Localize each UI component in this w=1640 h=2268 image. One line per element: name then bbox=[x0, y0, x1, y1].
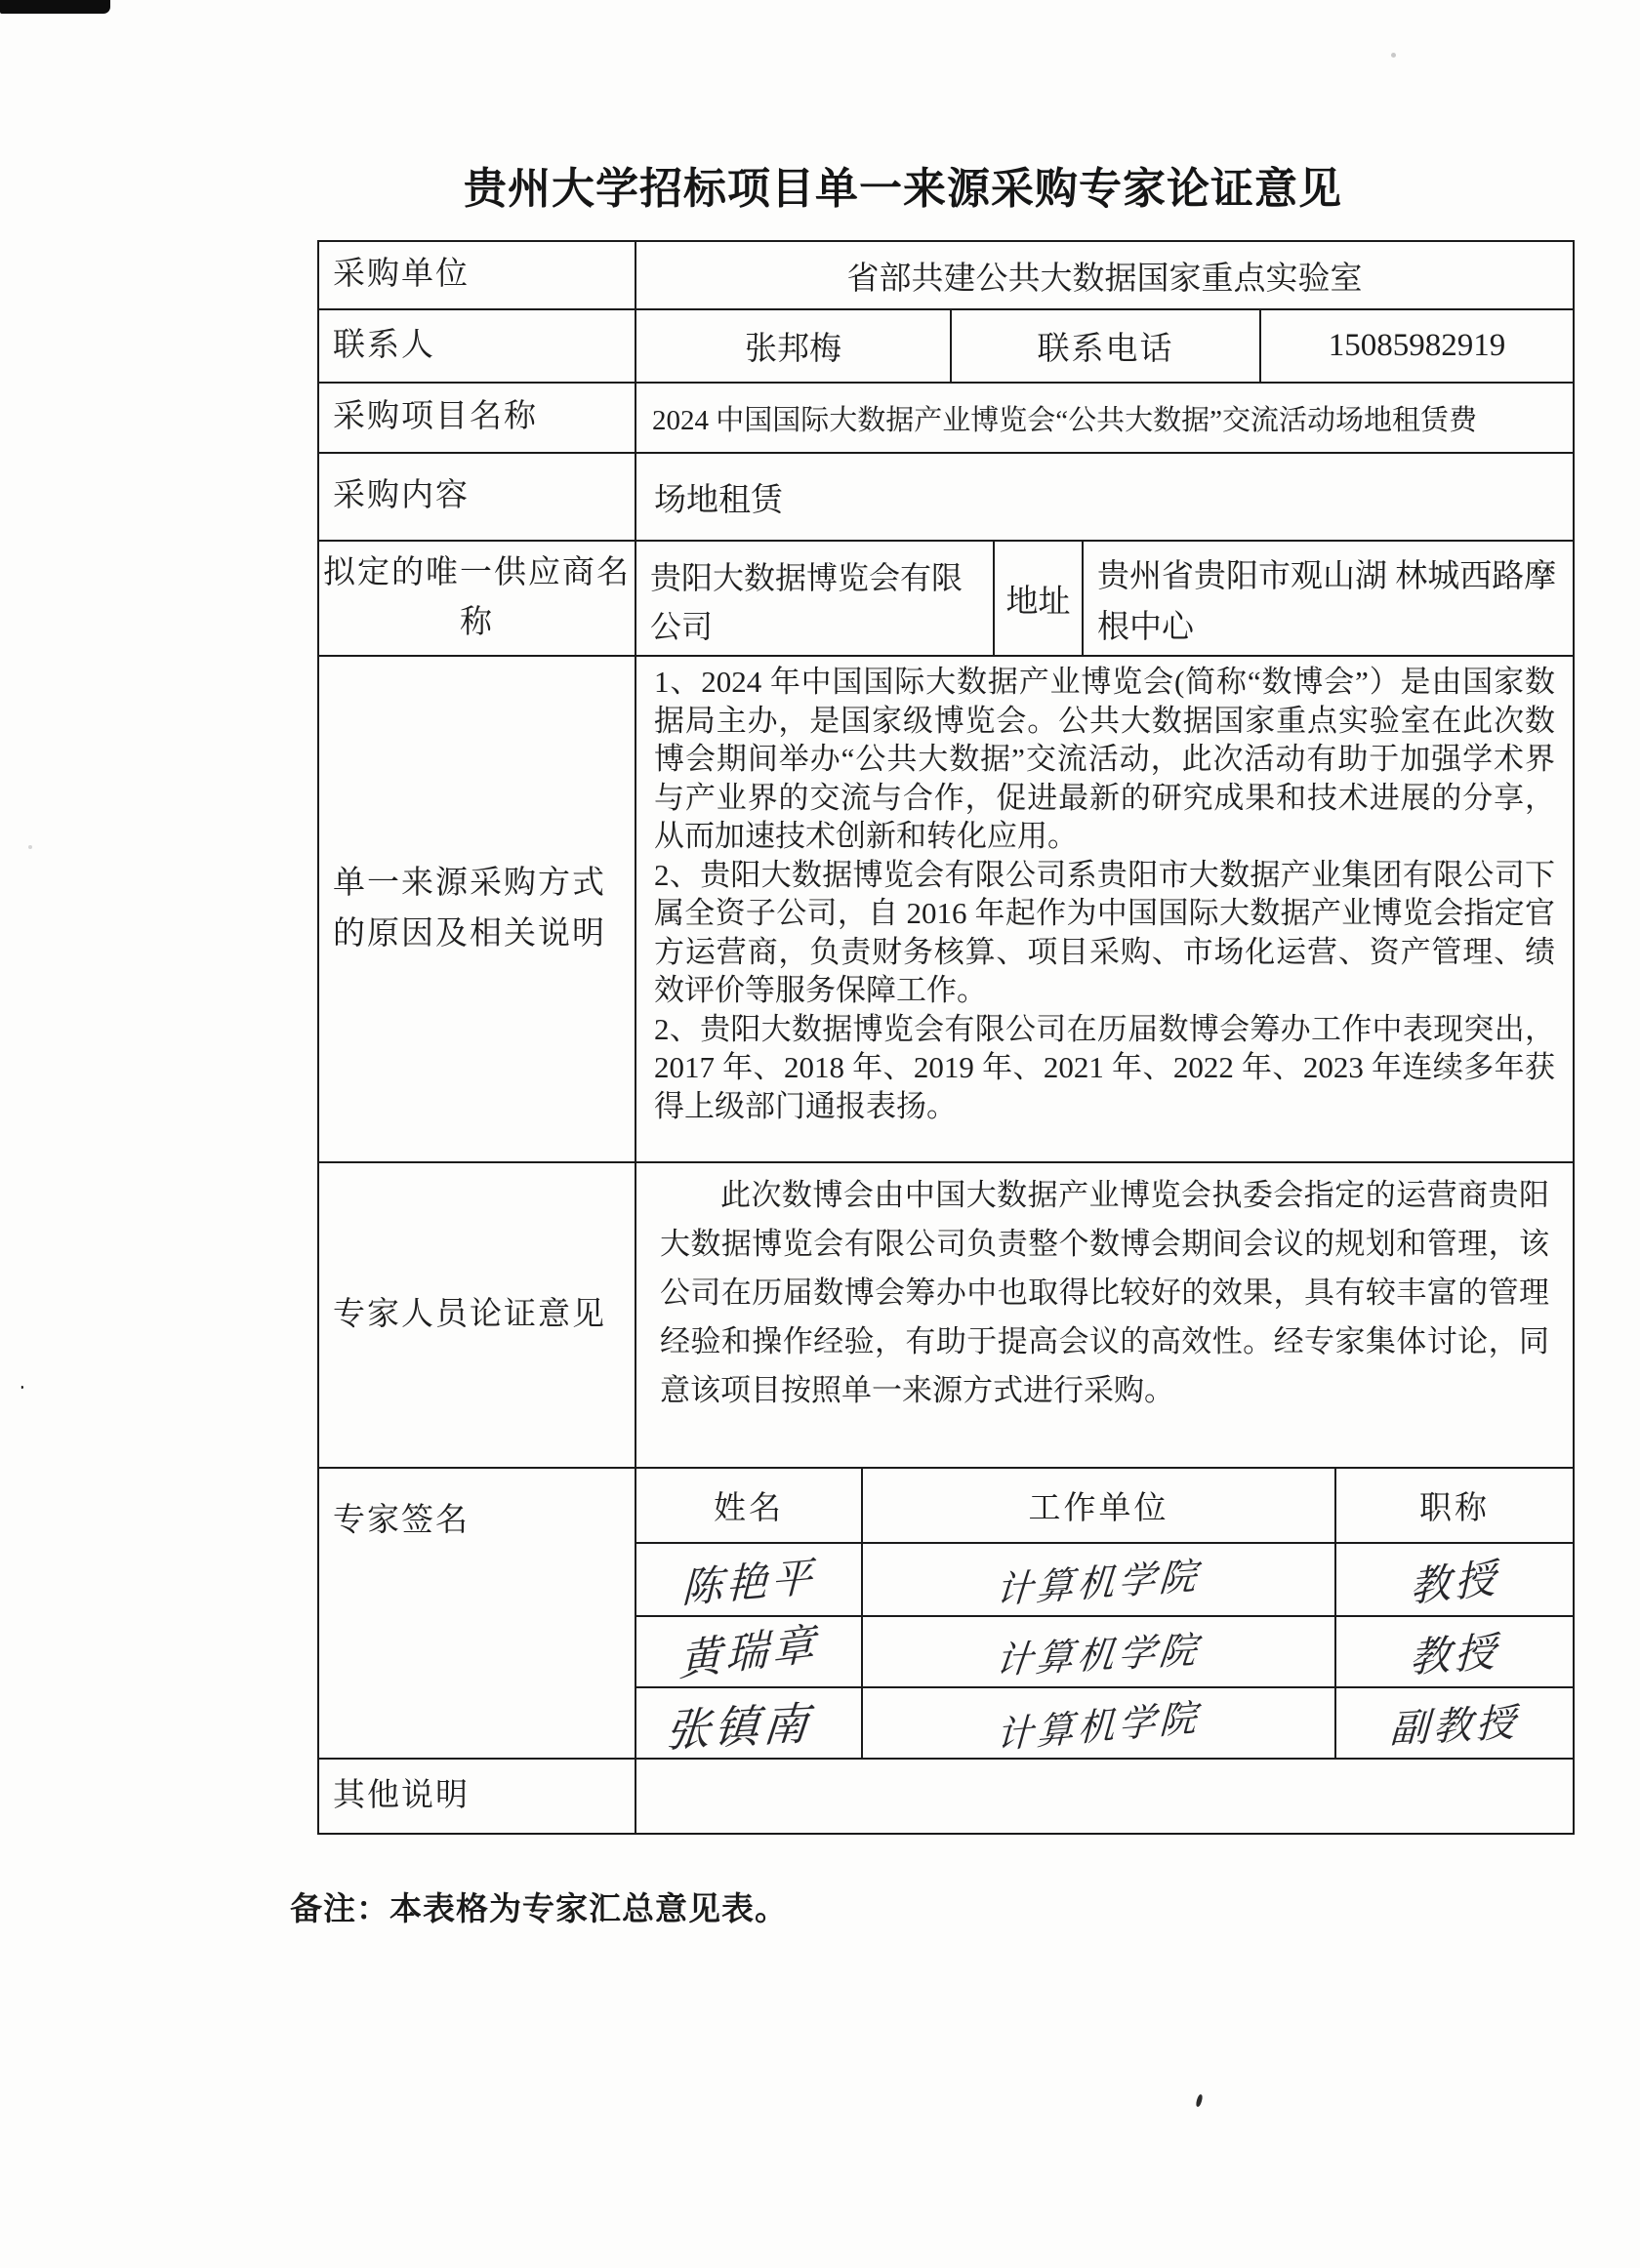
content-label: 采购内容 bbox=[319, 454, 636, 540]
signature-header-name: 姓名 bbox=[636, 1469, 863, 1542]
reason-paragraph: 2、贵阳大数据博览会有限公司在历届数博会筹办工作中表现突出，2017 年、2018 年、2019 年、2021 年、2022 年、2023 年连续多年获得上级部门通报表扬。 bbox=[654, 1011, 1555, 1123]
handwriting: 陈艳平 bbox=[680, 1552, 817, 1612]
supplier-value: 贵阳大数据博览会有限公司 bbox=[636, 542, 995, 655]
supplier-address-label: 地址 bbox=[995, 542, 1084, 655]
handwriting: 副教授 bbox=[1389, 1700, 1520, 1753]
reason-paragraph: 2、贵阳大数据博览会有限公司系贵阳市大数据产业集团有限公司下属全资子公司，自 2016 年起作为中国国际大数据产业博览会指定官方运营商，负责财务核算、项目采购、市场化运营、资产管理、绩效评价等服务保障工作。 bbox=[654, 857, 1555, 1007]
signatures-label: 专家签名 bbox=[319, 1469, 636, 1758]
reason-paragraph: 1、2024 年中国国际大数据产业博览会(简称“数博会”）是由国家数据局主办，是国家级博览会。公共大数据国家重点实验室在此次数博会期间举办“公共大数据”交流活动，此次活动有助于加强学术界与产业界的交流与合作，促进最新的研究成果和技术进展的分享，从而加速技术创新和转化应用。 bbox=[654, 665, 1555, 853]
table-row-content bbox=[319, 454, 1573, 542]
table-row-opinion bbox=[319, 1163, 1573, 1469]
table-row-signatures bbox=[319, 1469, 1573, 1760]
opinion-text-cell bbox=[636, 1163, 1573, 1467]
contact-label: 联系人 bbox=[319, 310, 636, 382]
scan-corner-artifact bbox=[0, 0, 110, 14]
scan-speck bbox=[1391, 53, 1396, 58]
handwriting: 计算机学院 bbox=[995, 1695, 1202, 1758]
signatures-header-row bbox=[636, 1469, 1573, 1544]
signature-row bbox=[636, 1617, 1573, 1688]
signature-row bbox=[636, 1544, 1573, 1617]
ink-mark-artifact bbox=[1195, 2094, 1203, 2108]
handwriting: 黄瑞章 bbox=[678, 1618, 819, 1686]
reason-text bbox=[636, 657, 1573, 1161]
table-row-supplier bbox=[319, 542, 1573, 657]
project-name-label: 采购项目名称 bbox=[319, 384, 636, 452]
scan-speck bbox=[28, 845, 32, 849]
contact-phone-value: 15085982919 bbox=[1328, 328, 1506, 363]
signature-header-unit: 工作单位 bbox=[863, 1469, 1336, 1542]
handwriting: 计算机学院 bbox=[994, 1554, 1203, 1612]
signature-unit-handwritten bbox=[863, 1688, 1336, 1758]
signatures-grid bbox=[636, 1469, 1573, 1758]
table-row-project-name bbox=[319, 384, 1573, 454]
signature-title-handwritten bbox=[1336, 1544, 1573, 1615]
contact-name-value: 张邦梅 bbox=[636, 310, 952, 382]
signature-title-handwritten bbox=[1336, 1688, 1573, 1758]
table-row-purchasing-unit bbox=[319, 242, 1573, 310]
other-label: 其他说明 bbox=[319, 1760, 636, 1833]
content-value: 场地租赁 bbox=[654, 482, 783, 518]
supplier-address-value: 贵州省贵阳市观山湖 林城西路摩根中心 bbox=[1097, 559, 1557, 645]
table-row-contact bbox=[319, 310, 1573, 384]
purchasing-unit-value: 省部共建公共大数据国家重点实验室 bbox=[846, 261, 1363, 297]
signature-name-handwritten bbox=[636, 1617, 863, 1686]
opinion-paragraph: 此次数博会由中国大数据产业博览会执委会指定的运营商贵阳大数据博览会有限公司负责整个数博会期间会议的规划和管理，该公司在历届数博会筹办中也取得比较好的效果，具有较丰富的管理经验和操作经验，有助于提高会议的高效性。经专家集体讨论，同意该项目按照单一来源方式进行采购。 bbox=[660, 1178, 1549, 1407]
document-table bbox=[317, 240, 1575, 1835]
purchasing-unit-label: 采购单位 bbox=[319, 242, 636, 308]
signature-row bbox=[636, 1688, 1573, 1758]
signature-header-title: 职称 bbox=[1419, 1491, 1490, 1526]
signature-unit-handwritten bbox=[863, 1544, 1336, 1615]
supplier-label: 拟定的唯一供应商名称 bbox=[319, 542, 636, 655]
signature-title-handwritten bbox=[1336, 1617, 1573, 1686]
signature-name-handwritten bbox=[636, 1688, 863, 1758]
project-name-value: 2024 中国国际大数据产业博览会“公共大数据”交流活动场地租赁费 bbox=[652, 404, 1477, 436]
contact-phone-label: 联系电话 bbox=[952, 310, 1261, 382]
other-value bbox=[636, 1760, 1573, 1833]
table-row-other bbox=[319, 1760, 1573, 1833]
handwriting: 张镇南 bbox=[663, 1695, 815, 1758]
handwriting: 计算机学院 bbox=[993, 1628, 1204, 1682]
reason-label: 单一来源采购方式的原因及相关说明 bbox=[319, 657, 636, 1161]
opinion-label: 专家人员论证意见 bbox=[319, 1163, 636, 1467]
footer-note: 备注：本表格为专家汇总意见表。 bbox=[290, 1892, 788, 1927]
signature-name-handwritten bbox=[636, 1544, 863, 1615]
scan-speck bbox=[20, 1386, 23, 1389]
signature-unit-handwritten bbox=[863, 1617, 1336, 1686]
table-row-reason bbox=[319, 657, 1573, 1163]
handwriting: 教授 bbox=[1409, 1553, 1500, 1611]
handwriting: 教授 bbox=[1409, 1627, 1500, 1681]
page-title: 贵州大学招标项目单一来源采购专家论证意见 bbox=[464, 165, 1342, 213]
